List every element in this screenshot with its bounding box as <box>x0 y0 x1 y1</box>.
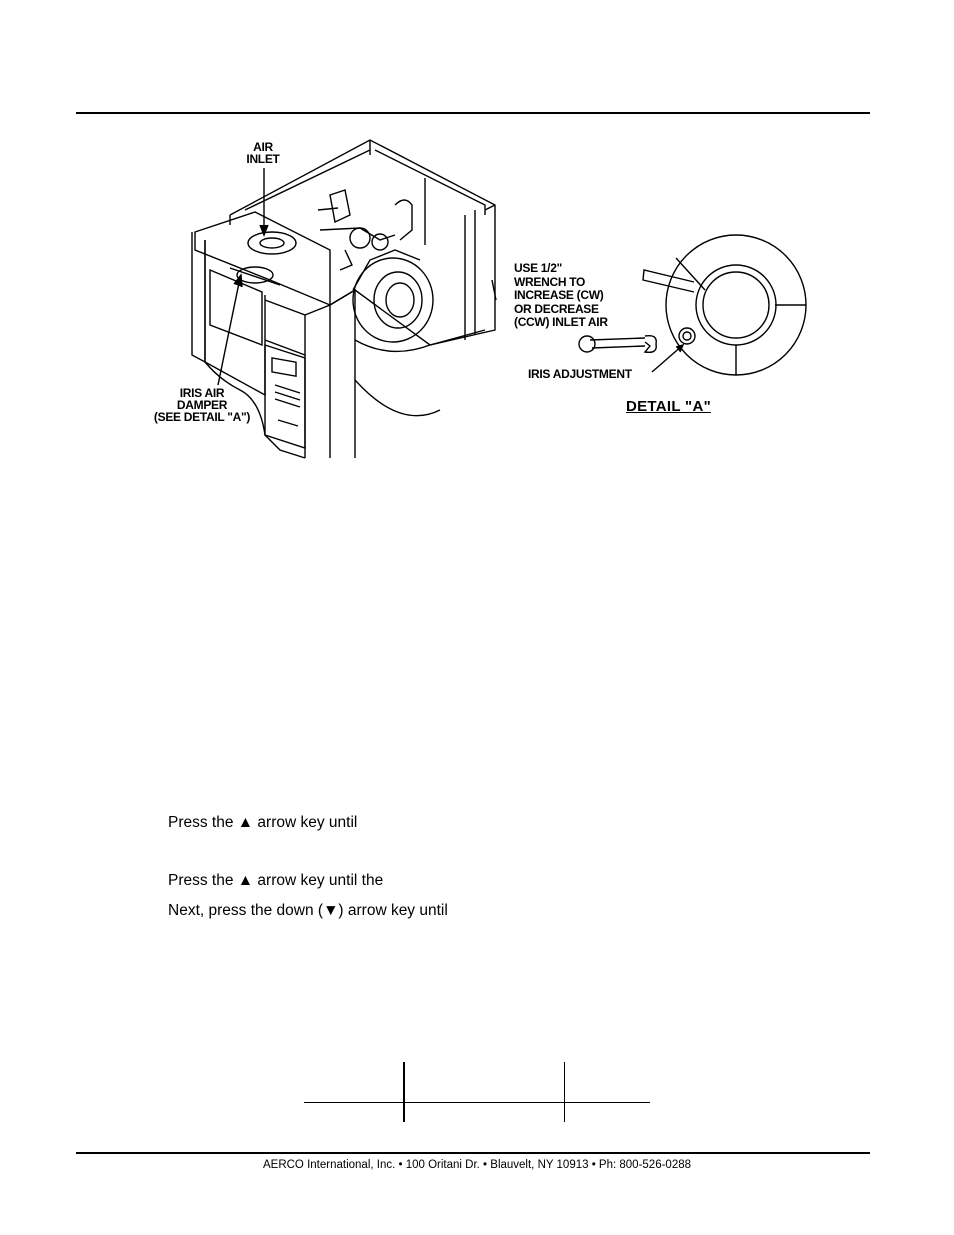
wrench-icon <box>579 336 656 353</box>
detail-a-title: DETAIL "A" <box>626 398 712 415</box>
air-inlet-label <box>243 141 283 165</box>
air-inlet-label-line: AIR <box>253 140 273 154</box>
step-line-2: Press the ▲ arrow key until the <box>168 872 384 889</box>
wrench-note-line: USE 1/2" <box>514 261 562 275</box>
iris-adjustment-label: IRIS ADJUSTMENT <box>528 367 632 381</box>
detail-a-drawing <box>579 235 806 375</box>
wrench-note-line: WRENCH TO <box>514 274 586 289</box>
gas-train <box>330 190 350 222</box>
iris-damper-leader <box>218 278 240 385</box>
step-line-3: Next, press the down (▼) arrow key until <box>168 902 448 919</box>
iris-damper-label-line: IRIS AIR <box>179 386 225 400</box>
table-column-divider <box>564 1062 565 1122</box>
table-column-divider <box>403 1062 405 1122</box>
footer-address: AERCO International, Inc. • 100 Oritani Dr. • Blauvelt, NY 10913 • Ph: 800-526-0288 <box>262 1159 692 1171</box>
wrench-note-line: (CCW) INLET AIR <box>514 315 608 329</box>
air-inlet-label-line: INLET <box>246 152 280 166</box>
cabinet-frame <box>230 140 495 345</box>
iris-damper-label-line: DAMPER <box>176 398 228 412</box>
table-row-divider <box>304 1102 650 1103</box>
blower-housing <box>353 258 433 342</box>
footer-rule <box>76 1152 870 1154</box>
boiler-diagram <box>0 0 954 480</box>
wrench-note-line: INCREASE (CW) <box>514 288 604 302</box>
wrench-note-line: OR DECREASE <box>514 301 599 316</box>
wrench-note-label <box>514 262 608 330</box>
step-line-1: Press the ▲ arrow key until <box>168 814 358 831</box>
iris-damper-label-line: (SEE DETAIL "A") <box>153 410 251 424</box>
iris-adjustment-bolt <box>679 328 695 344</box>
iris-air-damper-label <box>146 387 258 423</box>
air-inlet-opening <box>248 232 296 254</box>
